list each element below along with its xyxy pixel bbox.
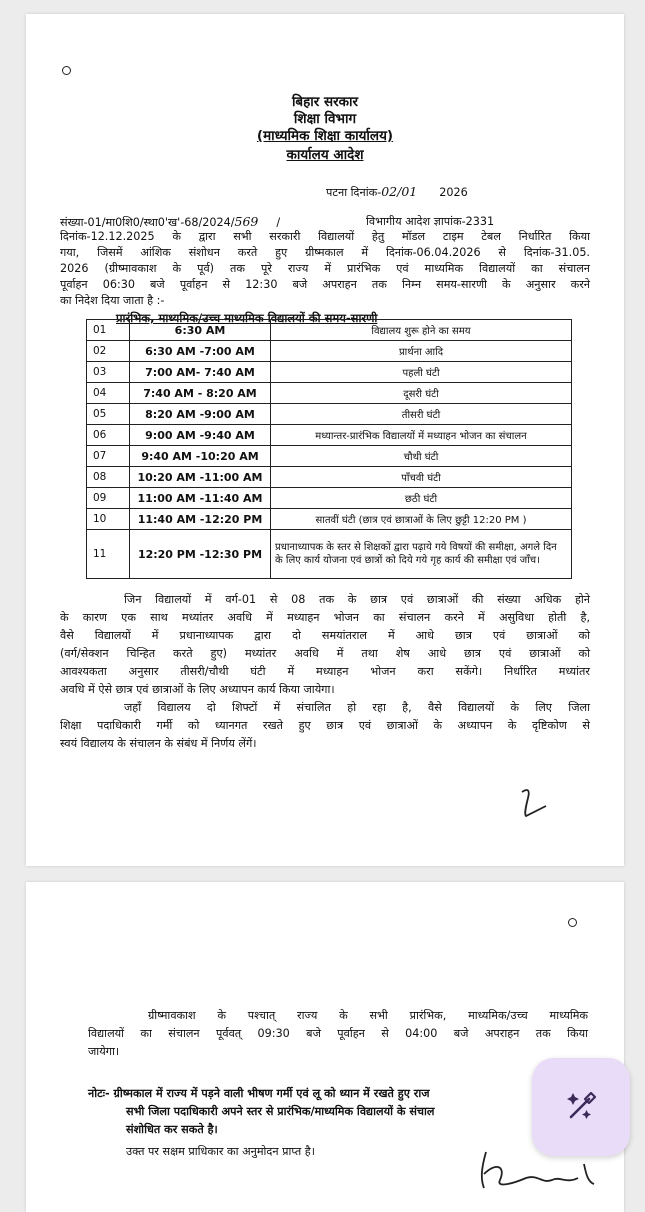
- table-row: [87, 425, 572, 446]
- note-line: संशोधित कर सकते है।: [126, 1123, 218, 1136]
- document-page-2: [26, 882, 624, 1212]
- order-body-last: का निदेश दिया जाता है :-: [60, 294, 165, 307]
- note-line: नोटः- ग्रीष्मकाल में राज्य में पड़ने वाली भीषण गर्मी एवं लू को ध्यान में रखते हुए राज: [88, 1087, 430, 1100]
- order-title: कार्यालय आदेश: [286, 147, 364, 163]
- text-line: दिनांक-12.12.2025 के द्वारा सभी सरकारी विद्यालयों हेतु मॉडल टाइम टेबल निर्धारित किया: [60, 230, 590, 243]
- order-date: [326, 184, 468, 201]
- table-cell-activity: पहली घंटी: [271, 362, 572, 383]
- text-line: 2026 (ग्रीष्मावकाश के पूर्व) तक पूरे राज्य में प्रारंभिक एवं माध्यमिक विद्यालयों का संचालन: [60, 262, 590, 275]
- date-year: 2026: [439, 186, 468, 199]
- text-line: शिक्षा पदाधिकारी गर्मी को ध्यानगत रखते हुए छात्र एवं छात्राओं के अध्यापन के दृष्टिकोण से: [60, 719, 590, 732]
- edit-fab-button[interactable]: [532, 1058, 630, 1156]
- text-line: जहाँ विद्यालय दो शिफ्टों में संचालित हो रहा है, वैसे विद्यालयों के लिए जिला: [124, 701, 590, 714]
- note-line: सभी जिला पदाधिकारी अपने स्तर से प्रारंभिक/माध्यमिक विद्यालयों के संचाल: [126, 1105, 435, 1118]
- punch-hole-mark: [62, 66, 71, 75]
- text-line: वैसे विद्यालयों में प्रधानाध्यापक द्वारा दो समयांतराल में आधे छात्र एवं छात्राओं को: [60, 629, 590, 642]
- text-line-last: अवधि में ऐसे छात्र एवं छात्राओं के लिए अध्यापन कार्य किया जायेगा।: [60, 683, 335, 696]
- header-office: (माध्यमिक शिक्षा कार्यालय): [256, 128, 394, 144]
- text-line-last: स्वयं विद्यालय के संचालन के संबंध में निर्णय लेंगें।: [60, 737, 257, 750]
- table-title: प्रारंभिक, माध्यमिक/उच्च माध्यमिक विद्यालयों की समय-सारणी: [116, 311, 378, 325]
- table-cell-activity: प्रार्थना आदि: [271, 341, 572, 362]
- table-row: [87, 341, 572, 362]
- initials-signature: [516, 784, 556, 824]
- text-line: गया, जिसमें आंशिक संशोधन करते हुए ग्रीष्मकाल में दिनांक-06.04.2026 से दिनांक-31.05.: [60, 246, 590, 259]
- table-cell-sn: 05: [87, 404, 130, 425]
- table-cell-activity: मध्यान्तर-प्रारंभिक विद्यालयों में मध्याहन भोजन का संचालन: [271, 425, 572, 446]
- edit-sparkle-icon: [561, 1087, 601, 1127]
- table-row: [87, 383, 572, 404]
- header-gov: बिहार सरकार: [291, 94, 359, 110]
- text-line: पूर्वाहन 06:30 बजे पूर्वाहन से 12:30 बजे अपराहन तक निम्न समय-सारणी के अनुसार करने: [60, 278, 590, 291]
- text-line: विद्यालयों का संचालन पूर्ववत् 09:30 बजे पूर्वाहन से 04:00 बजे अपराहन तक किया: [88, 1027, 588, 1040]
- table-cell-time: 7:40 AM - 8:20 AM: [130, 383, 271, 404]
- table-cell-time: 6:30 AM -7:00 AM: [130, 341, 271, 362]
- header-dept: शिक्षा विभाग: [293, 111, 357, 127]
- date-handwritten: 02/01: [381, 184, 418, 199]
- table-cell-activity: पाँचवी घंटी: [271, 467, 572, 488]
- table-cell-sn: 09: [87, 488, 130, 509]
- table-cell-sn: 01: [87, 320, 130, 341]
- text-line-last: जायेगा।: [88, 1045, 120, 1058]
- table-cell-time: 11:00 AM -11:40 AM: [130, 488, 271, 509]
- table-cell-time: 12:20 PM -12:30 PM: [130, 530, 271, 579]
- text-line: जिन विद्यालयों में वर्ग-01 से 08 तक के छात्र एवं छात्राओं की संख्या अधिक होने: [124, 593, 590, 606]
- text-line: ग्रीष्मावकाश के पश्चात् राज्य के सभी प्रारंभिक, माध्यमिक/उच्च माध्यमिक: [148, 1009, 588, 1022]
- text-line: के कारण एक साथ मध्यांतर अवधि में मध्याहन भोजन का संचालन करने में असुविधा होती है,: [60, 611, 590, 624]
- table-row: [87, 509, 572, 530]
- table-row: [87, 530, 572, 579]
- punch-hole-mark: [568, 918, 577, 927]
- ref-prefix: संख्या-01/मा0शि0/स्था0'ख'-68/2024/: [60, 216, 235, 229]
- ref-letter: विभागीय आदेश ज्ञापांक-2331: [366, 215, 495, 228]
- table-row: [87, 467, 572, 488]
- table-cell-activity: प्रधानाध्यापक के स्तर से शिक्षकों द्वारा पढ़ाये गये विषयों की समीक्षा, अगले दिन के लिए कार्य योजना एवं छात्रों को दिये गये गृह कार्य की समीक्षा एवं जाँच।: [271, 530, 572, 579]
- ref-suffix: /: [276, 216, 281, 229]
- table-cell-time: 6:30 AM: [130, 320, 271, 341]
- text-line: (वर्ग/सेक्शन चिन्हित करते हुए) मध्यांतर अवधि में तथा शेष आधे छात्र एवं छात्राओं को: [60, 647, 590, 660]
- table-row: [87, 362, 572, 383]
- table-row: [87, 488, 572, 509]
- table-row: [87, 320, 572, 341]
- table-cell-time: 8:20 AM -9:00 AM: [130, 404, 271, 425]
- table-cell-activity: विद्यालय शुरू होने का समय: [271, 320, 572, 341]
- table-cell-sn: 06: [87, 425, 130, 446]
- table-cell-time: 9:40 AM -10:20 AM: [130, 446, 271, 467]
- table-cell-activity: तीसरी घंटी: [271, 404, 572, 425]
- table-cell-activity: सातवीं घंटी (छात्र एवं छात्राओं के लिए छुट्टी 12:20 PM ): [271, 509, 572, 530]
- approval-text: उक्त पर सक्षम प्राधिकार का अनुमोदन प्राप्त है।: [126, 1145, 315, 1158]
- table-cell-time: 11:40 AM -12:20 PM: [130, 509, 271, 530]
- timetable: [86, 319, 572, 579]
- table-cell-sn: 07: [87, 446, 130, 467]
- table-cell-sn: 08: [87, 467, 130, 488]
- table-cell-sn: 02: [87, 341, 130, 362]
- table-cell-sn: 10: [87, 509, 130, 530]
- table-row: [87, 446, 572, 467]
- table-cell-time: 7:00 AM- 7:40 AM: [130, 362, 271, 383]
- table-cell-time: 9:00 AM -9:40 AM: [130, 425, 271, 446]
- table-cell-activity: दूसरी घंटी: [271, 383, 572, 404]
- table-cell-time: 10:20 AM -11:00 AM: [130, 467, 271, 488]
- table-cell-sn: 11: [87, 530, 130, 579]
- date-prefix: पटना दिनांक-: [326, 186, 382, 199]
- text-line: आवश्यकता अनुसार तीसरी/चौथी घंटी में मध्याहन भोजन करा सकेंगे। निर्धारित मध्यांतर: [60, 665, 590, 678]
- table-cell-activity: छठी घंटी: [271, 488, 572, 509]
- ref-handwritten: 569: [234, 214, 259, 229]
- document-page-1: [26, 14, 624, 866]
- table-cell-activity: चौथी घंटी: [271, 446, 572, 467]
- table-cell-sn: 03: [87, 362, 130, 383]
- table-row: [87, 404, 572, 425]
- table-cell-sn: 04: [87, 383, 130, 404]
